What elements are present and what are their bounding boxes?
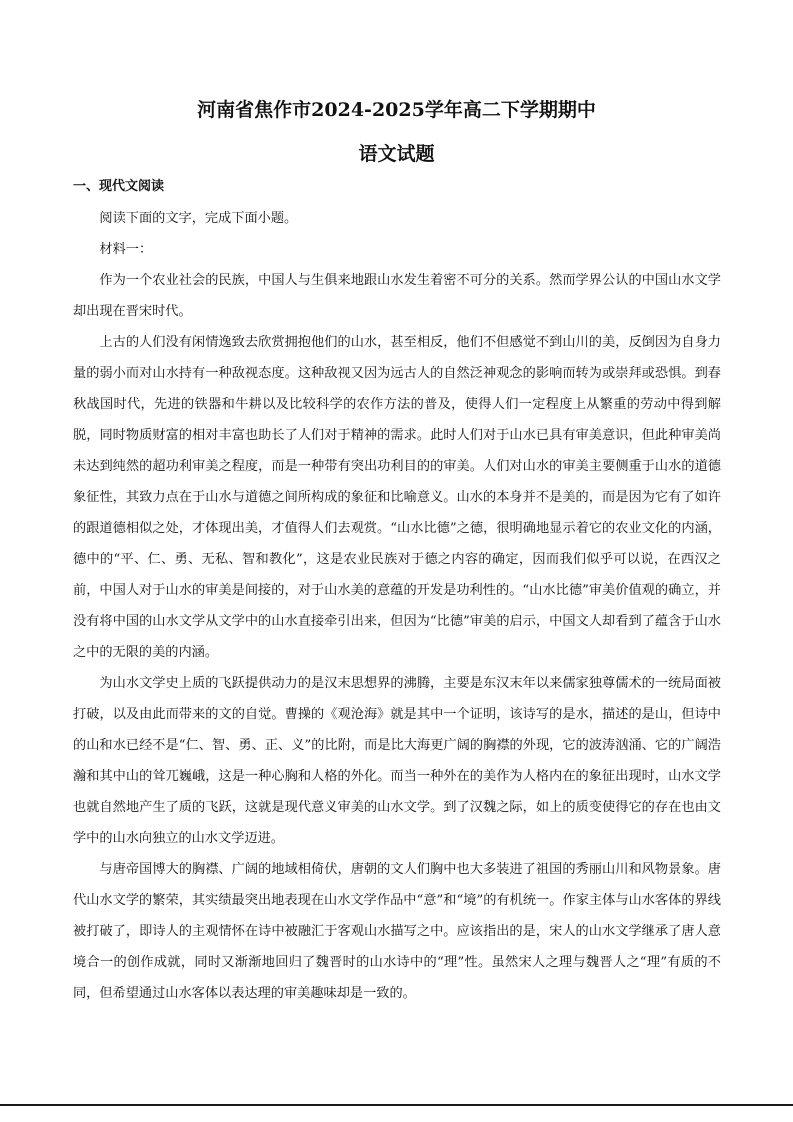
passage-paragraph-4: 与唐帝国博大的胸襟、广阔的地域相倚伏，唐朝的文人们胸中也大多装进了祖国的秀丽山川和风物景象。唐代山水文学的繁荣，其实绩最突出地表现在山水文学作品中“意”和“境”的有机统一。作家主体与山水客体的界线被打破了，即诗人的主观情怀在诗中被融汇于客观山水描写之中。应该指出的是，宋人的山水文学继承了唐人意境合一的创作成就，同时又渐渐地回归了魏晋时的山水诗中的“理”性。虽然宋人之理与魏晋人之“理”有质的不同，但希望通过山水客体以表达理的审美趣味却是一致的。: [73, 862, 721, 1001]
page-bottom-divider: [0, 1104, 793, 1106]
passage-paragraph-3: 为山水文学史上质的飞跃提供动力的是汉末思想界的沸腾，主要是东汉末年以来儒家独尊儒术的一统局面被打破，以及由此而带来的文的自觉。曹操的《观沧海》就是其中一个证明，该诗写的是水，描述的是山，但诗中的山和水已经不是“仁、智、勇、正、义”的比附，而是比大海更广阔的胸襟的外现，它的波涛汹涌、它的广阔浩瀚和其中山的耸兀巍峨，这是一种心胸和人格的外化。而当一种外在的美作为人格内在的象征出现时，山水文学也就自然地产生了质的飞跃，这就是现代意义审美的山水文学。到了汉魏之际，如上的质变使得它的存在也由文学中的山水向独立的山水文学迈进。: [73, 676, 721, 846]
subject-title: 语文试题: [358, 143, 435, 165]
material-label: 材料一：: [99, 242, 153, 257]
passage-paragraph-2: 上古的人们没有闲情逸致去欣赏拥抱他们的山水，甚至相反，他们不但感觉不到山川的美，反倒因为自身力量的弱小而对山水持有一种敌视态度。这种敌视又因为远古人的自然泛神观念的影响而转为或崇拜或恐惧。到春秋战国时代，先进的铁器和牛耕以及比较科学的农作方法的普及，使得人们一定程度上从繁重的劳动中得到解脱，同时物质财富的相对丰富也助长了人们对于精神的需求。此时人们对于山水已具有审美意识，但此种审美尚未达到纯然的超功利审美之程度，而是一种带有突出功利目的的审美。人们对山水的审美主要侧重于山水的道德象征性，其致力点在于山水与道德之间所构成的象征和比喻意义。山水的本身并不是美的，而是因为它有了如许的跟道德相似之处，才体现出美，才值得人们去观赏。“山水比德”之德，很明确地显示着它的农业文化的内涵，德中的“平、仁、勇、无私、智和教化”，这是农业民族对于德之内容的确定，因而我们似乎可以说，在西汉之前，中国人对于山水的审美是间接的，对于山水美的意蕴的开发是功利性的。“山水比德”审美价值观的确立，并没有将中国的山水文学从文学中的山水直接牵引出来，但因为“比德”审美的启示，中国文人却看到了蕴含于山水之中的无限的美的内涵。: [73, 335, 721, 660]
instruction-text: 阅读下面的文字，完成下面小题。: [99, 211, 298, 226]
section-heading: 一、现代文阅读: [73, 179, 165, 194]
exam-title: 河南省焦作市2024-2025学年高二下学期期中: [197, 99, 596, 121]
reading-passage: [73, 203, 721, 1009]
passage-paragraph-1: 作为一个农业社会的民族，中国人与生俱来地跟山水发生着密不可分的关系。然而学界公认的中国山水文学却出现在晋宋时代。: [73, 273, 721, 319]
